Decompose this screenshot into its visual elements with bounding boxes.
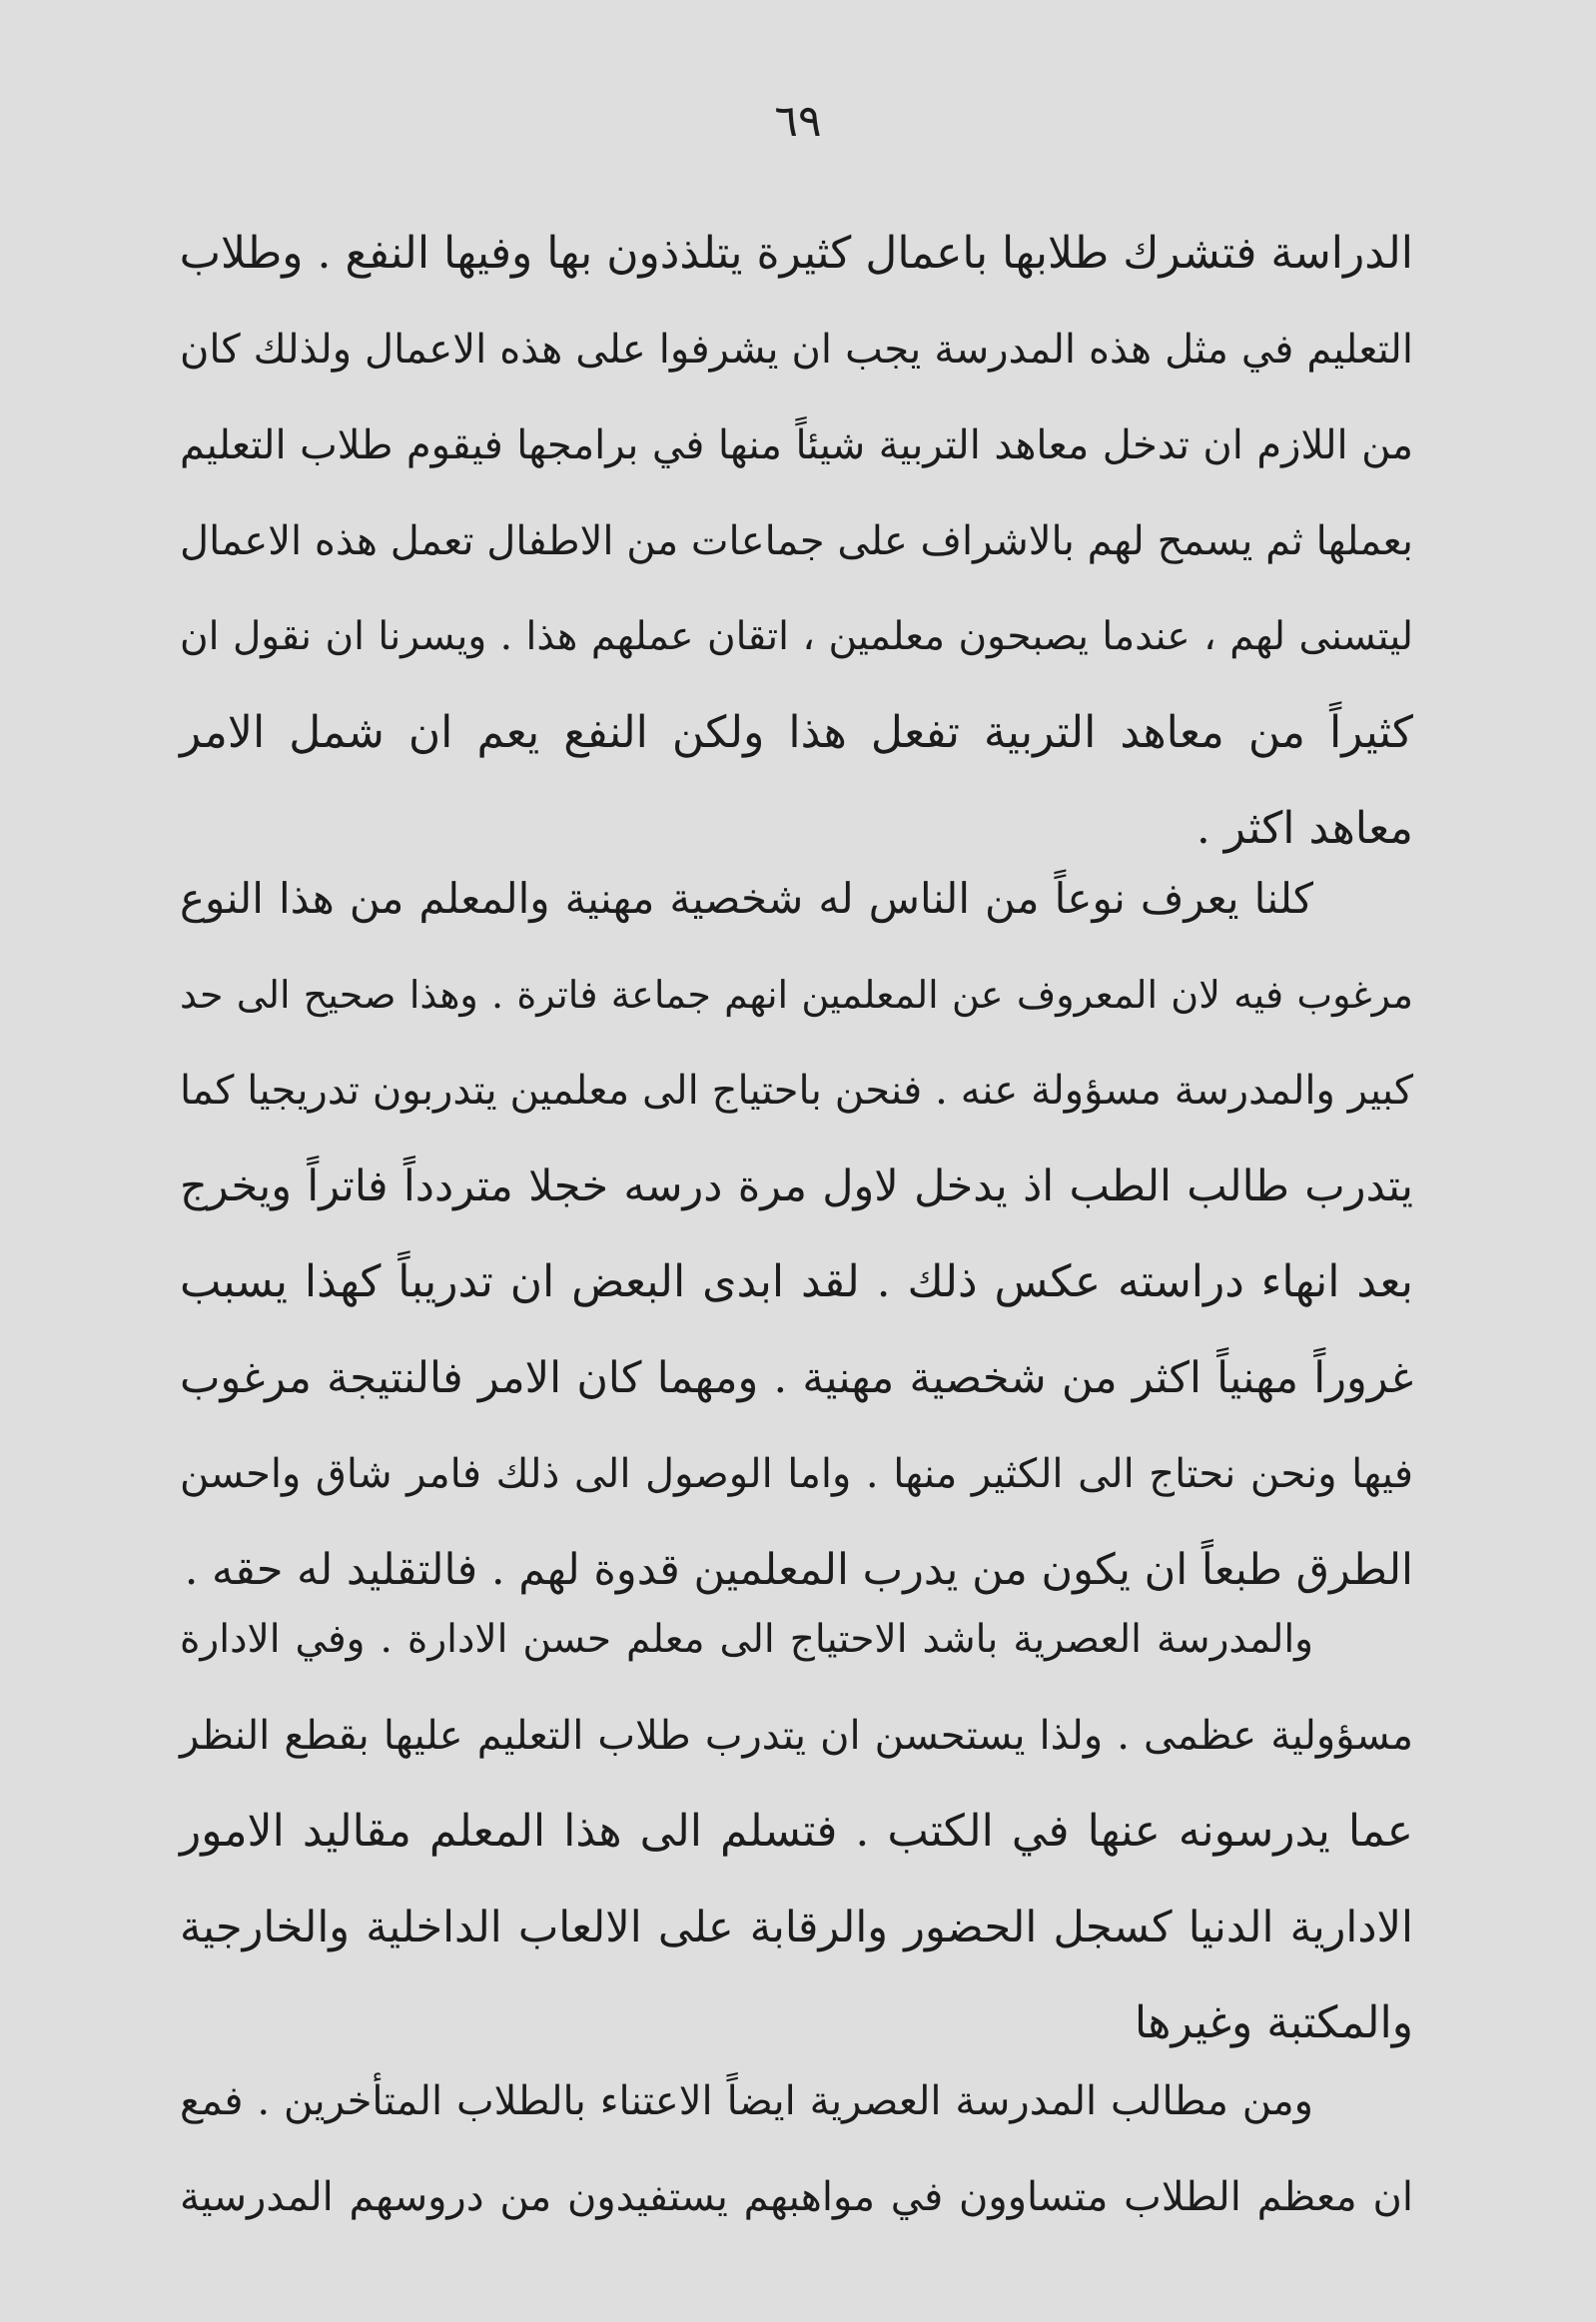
paragraph-2 <box>180 851 1413 1618</box>
text-line: من اللازم ان تدخل معاهد التربية شيئاً منها في برامجها فيقوم طلاب التعليم <box>180 422 1413 468</box>
text-line: ليتسنى لهم ، عندما يصبحون معلمين ، اتقان عملهم هذا . ويسرنا ان نقول ان <box>180 614 1413 659</box>
text-line: عما يدرسونه عنها في الكتب . فتسلم الى هذا المعلم مقاليد الامور <box>180 1806 1413 1857</box>
text-line: والمكتبة وغيرها <box>1134 1997 1413 2048</box>
text-line: الادارية الدنيا كسجل الحضور والرقابة على الالعاب الداخلية والخارجية <box>180 1903 1413 1952</box>
paragraph-1 <box>180 206 1413 877</box>
page-number: ٦٩ <box>774 96 822 147</box>
text-line: بعد انهاء دراسته عكس ذلك . لقد ابدى البعض ان تدريباً كهذا يسبب <box>180 1256 1413 1307</box>
text-line: بعملها ثم يسمح لهم بالاشراف على جماعات من الاطفال تعمل هذه الاعمال <box>180 518 1413 564</box>
text-line: الطرق طبعاً ان يكون من يدرب المعلمين قدوة لهم . فالتقليد له حقه . <box>184 1545 1413 1595</box>
text-line: ومن مطالب المدرسة العصرية ايضاً الاعتناء بالطلاب المتأخرين . فمع <box>180 2078 1313 2124</box>
text-line: فيها ونحن نحتاج الى الكثير منها . واما الوصول الى ذلك فامر شاق واحسن <box>180 1451 1413 1497</box>
text-line: ان معظم الطلاب متساوون في مواهبهم يستفيدون من دروسهم المدرسية <box>180 2174 1413 2220</box>
paragraph-3 <box>180 1592 1413 2071</box>
text-line: والمدرسة العصرية باشد الاحتياج الى معلم حسن الادارة . وفي الادارة <box>180 1617 1313 1662</box>
text-line: كثيراً من معاهد التربية تفعل هذا ولكن النفع يعم ان شمل الامر <box>180 707 1413 758</box>
text-line: مسؤولية عظمى . ولذا يستحسن ان يتدرب طلاب التعليم عليها بقطع النظر <box>180 1713 1413 1759</box>
text-line: التعليم في مثل هذه المدرسة يجب ان يشرفوا على هذه الاعمال ولذلك كان <box>180 327 1413 373</box>
text-line: الدراسة فتشرك طلابها باعمال كثيرة يتلذذون بها وفيها النفع . وطلاب <box>179 228 1413 279</box>
paragraph-4 <box>180 2053 1413 2245</box>
text-line: يتدرب طالب الطب اذ يدخل لاول مرة درسه خجلا متردداً فاتراً ويخرج <box>180 1161 1413 1211</box>
text-line: غروراً مهنياً اكثر من شخصية مهنية . ومهما كان الامر فالنتيجة مرغوب <box>180 1353 1413 1403</box>
text-line: معاهد اكثر . <box>1196 803 1413 854</box>
text-line: مرغوب فيه لان المعروف عن المعلمين انهم جماعة فاترة . وهذا صحيح الى حد <box>180 973 1413 1017</box>
text-line: كلنا يعرف نوعاً من الناس له شخصية مهنية والمعلم من هذا النوع <box>180 874 1313 923</box>
text-line: كبير والمدرسة مسؤولة عنه . فنحن باحتياج الى معلمين يتدربون تدريجيا كما <box>180 1068 1413 1114</box>
